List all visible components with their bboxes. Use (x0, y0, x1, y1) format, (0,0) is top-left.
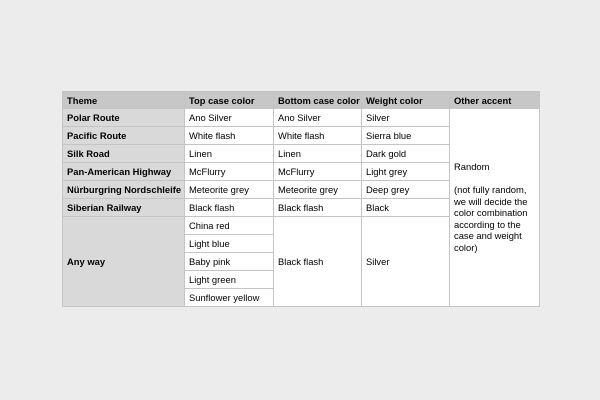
weight-cell: Light grey (362, 163, 450, 181)
top-case-option: China red (185, 217, 274, 235)
header-top-case-color: Top case color (185, 92, 274, 109)
theme-cell-any-way: Any way (63, 217, 185, 307)
theme-cell: Polar Route (63, 109, 185, 127)
theme-cell: Pacific Route (63, 127, 185, 145)
theme-color-table (62, 91, 540, 307)
top-case-cell: McFlurry (185, 163, 274, 181)
theme-cell: Pan-American Highway (63, 163, 185, 181)
theme-cell: Siberian Railway (63, 199, 185, 217)
top-case-cell: Black flash (185, 199, 274, 217)
weight-cell: Deep grey (362, 181, 450, 199)
bottom-case-cell: Black flash (274, 199, 362, 217)
top-case-option: Light green (185, 271, 274, 289)
weight-cell: Black (362, 199, 450, 217)
header-bottom-case-color: Bottom case color (274, 92, 362, 109)
bottom-case-cell: Ano Silver (274, 109, 362, 127)
top-case-option: Baby pink (185, 253, 274, 271)
header-row (63, 92, 540, 109)
weight-cell: Silver (362, 109, 450, 127)
bottom-case-cell: Black flash (274, 217, 362, 307)
bottom-case-cell: Meteorite grey (274, 181, 362, 199)
top-case-cell: Meteorite grey (185, 181, 274, 199)
header-weight-color: Weight color (362, 92, 450, 109)
top-case-option: Light blue (185, 235, 274, 253)
bottom-case-cell: McFlurry (274, 163, 362, 181)
accent-note: (not fully random, we will decide the color combination according to the case and weight color) (454, 184, 528, 253)
bottom-case-cell: Linen (274, 145, 362, 163)
accent-random: Random (454, 161, 490, 173)
header-other-accent: Other accent (450, 92, 540, 109)
other-accent-cell (450, 109, 540, 307)
bottom-case-cell: White flash (274, 127, 362, 145)
theme-cell: Nürburgring Nordschleife (63, 181, 185, 199)
weight-cell: Dark gold (362, 145, 450, 163)
weight-cell: Sierra blue (362, 127, 450, 145)
top-case-cell: Ano Silver (185, 109, 274, 127)
table-row (63, 109, 540, 127)
theme-cell: Silk Road (63, 145, 185, 163)
top-case-cell: White flash (185, 127, 274, 145)
header-theme: Theme (63, 92, 185, 109)
top-case-cell: Linen (185, 145, 274, 163)
top-case-option: Sunflower yellow (185, 289, 274, 307)
weight-cell: Silver (362, 217, 450, 307)
